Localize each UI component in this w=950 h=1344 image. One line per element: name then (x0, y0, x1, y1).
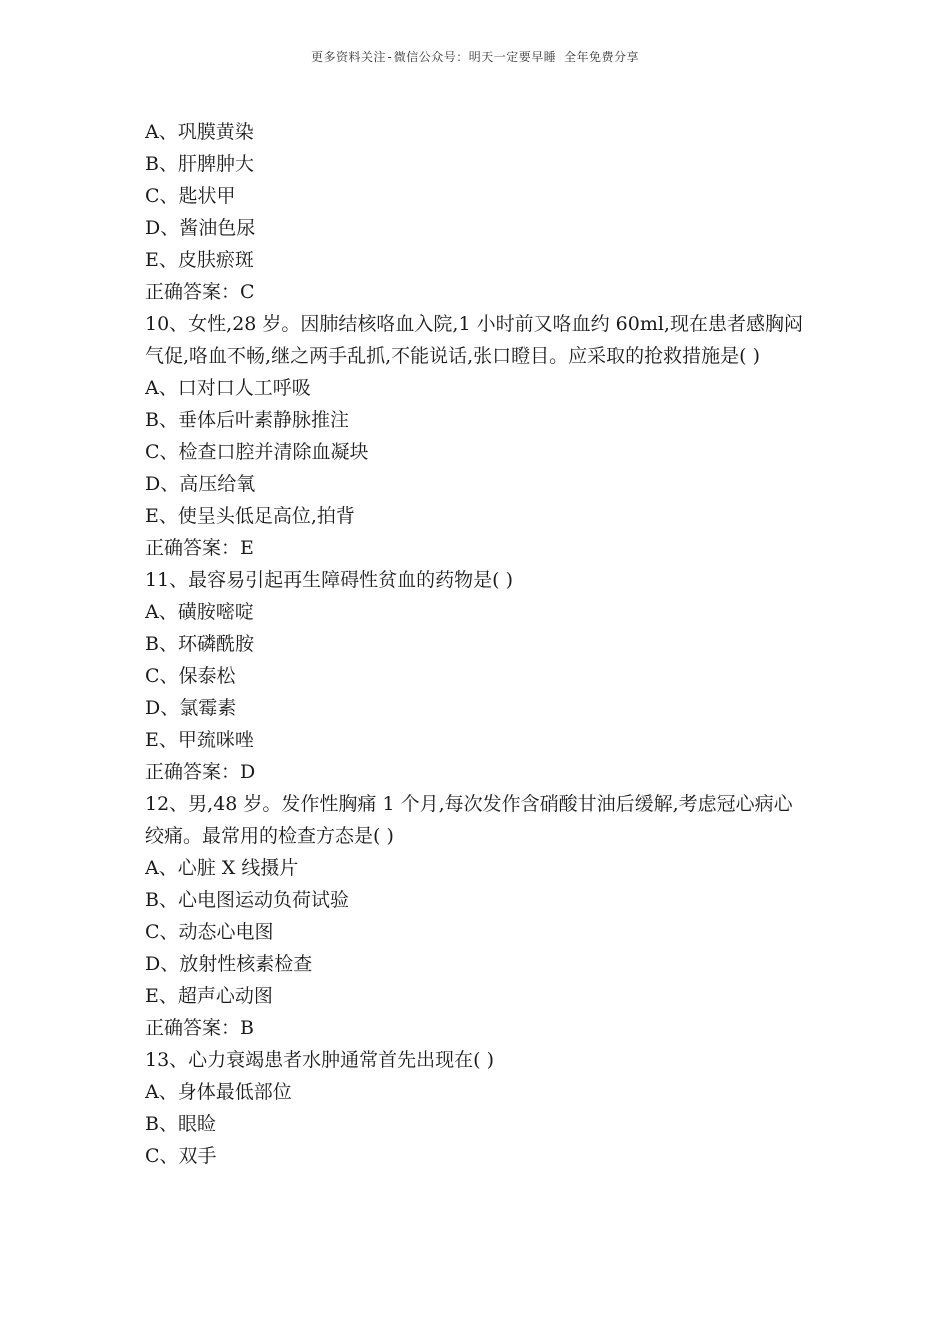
option-c: C、检查口腔并清除血凝块 (145, 441, 369, 463)
option-a: A、口对口人工呼吸 (145, 377, 311, 399)
option-d: D、高压给氧 (145, 473, 256, 495)
option-b: B、环磷酰胺 (145, 633, 254, 655)
option-e: E、皮肤瘀斑 (145, 249, 254, 271)
option-c: C、动态心电图 (145, 921, 274, 943)
option-c: C、匙状甲 (145, 185, 236, 207)
option-d: D、酱油色尿 (145, 217, 256, 239)
question-text: 10、女性,28 岁。因肺结核咯血入院,1 小时前又咯血约 60ml,现在患者感胸闷气促,咯血不畅,继之两手乱抓,不能说话,张口瞪目。应采取的抢救措施是( ) (145, 313, 803, 367)
option-c: C、保泰松 (145, 665, 236, 687)
option-e: E、使呈头低足高位,拍背 (145, 505, 355, 527)
answer: 正确答案：D (145, 761, 256, 783)
question-block (145, 116, 810, 308)
option-e: E、超声心动图 (145, 985, 273, 1007)
option-d: D、放射性核素检查 (145, 953, 313, 975)
document-body (145, 116, 810, 1172)
option-a: A、心脏 X 线摄片 (145, 857, 299, 879)
option-c: C、双手 (145, 1145, 217, 1167)
question-block (145, 564, 810, 788)
question-block (145, 308, 810, 564)
answer: 正确答案：E (145, 537, 254, 559)
option-b: B、眼睑 (145, 1113, 216, 1135)
page-header: 更多资料关注-微信公众号：明天一定要早睡 全年免费分享 (311, 50, 639, 64)
answer: 正确答案：B (145, 1017, 254, 1039)
answer: 正确答案：C (145, 281, 255, 303)
question-block (145, 1044, 810, 1172)
option-e: E、甲巯咪唑 (145, 729, 254, 751)
option-a: A、磺胺嘧啶 (145, 601, 254, 623)
question-block (145, 788, 810, 1044)
option-b: B、垂体后叶素静脉推注 (145, 409, 349, 431)
option-a: A、巩膜黄染 (145, 121, 254, 143)
question-text: 11、最容易引起再生障碍性贫血的药物是( ) (145, 569, 514, 591)
option-b: B、心电图运动负荷试验 (145, 889, 349, 911)
option-a: A、身体最低部位 (145, 1081, 292, 1103)
question-text: 13、心力衰竭患者水肿通常首先出现在( ) (145, 1049, 495, 1071)
question-text: 12、男,48 岁。发作性胸痛 1 个月,每次发作含硝酸甘油后缓解,考虑冠心病心绞痛。最常用的检查方态是( ) (145, 793, 793, 847)
option-d: D、氯霉素 (145, 697, 237, 719)
option-b: B、肝脾肿大 (145, 153, 254, 175)
